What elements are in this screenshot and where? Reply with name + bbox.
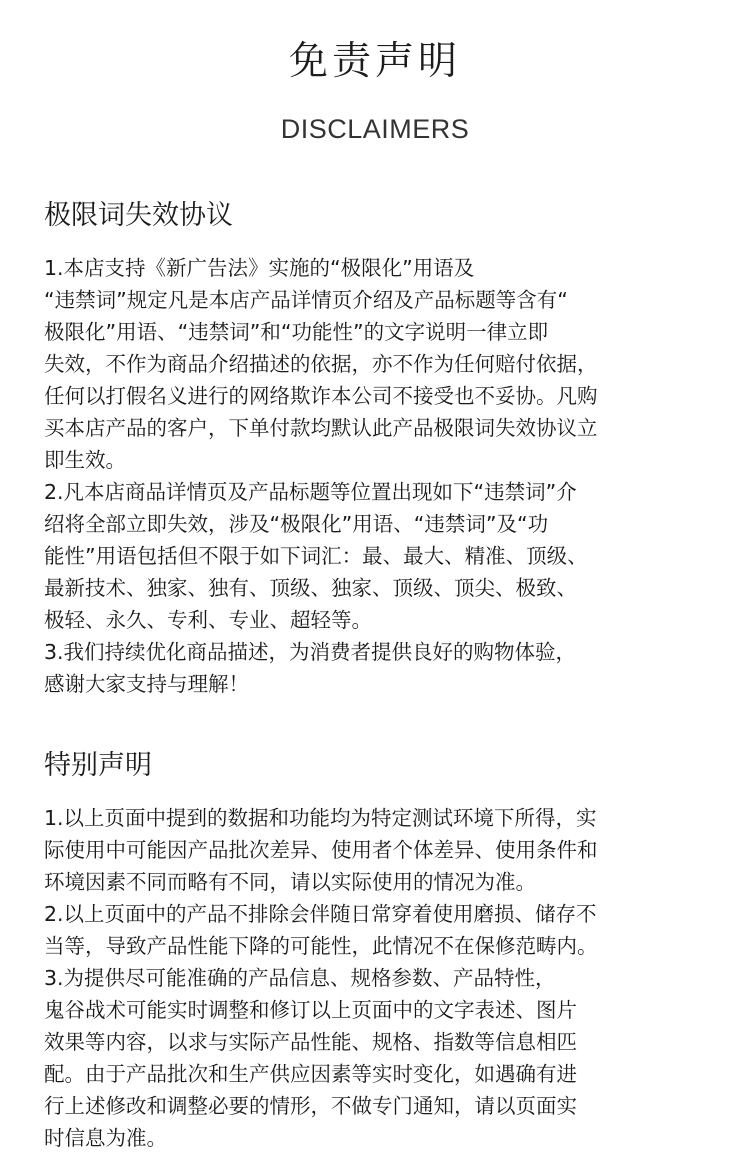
page-title: 免责声明 (288, 39, 461, 84)
text-line: 买本店产品的客户，下单付款均默认此产品极限词失效协议立 (44, 416, 598, 440)
text-line: 2.凡本店商品详情页及产品标题等位置出现如下“违禁词”介 (44, 480, 577, 504)
section-body (44, 252, 706, 700)
text-line: 配。由于产品批次和生产供应因素等实时变化，如遇确有进 (44, 1062, 577, 1086)
text-line: 3.为提供尽可能准确的产品信息、规格参数、产品特性， (44, 966, 556, 990)
text-line: 失效，不作为商品介绍描述的依据，亦不作为任何赔付依据， (44, 352, 598, 376)
section-body (44, 802, 706, 1154)
text-line: 时信息为准。 (44, 1126, 167, 1150)
text-line: 极限化”用语、“违禁词”和“功能性”的文字说明一律立即 (44, 320, 549, 344)
section-heading: 特别声明 (44, 750, 152, 781)
page-subtitle: DISCLAIMERS (280, 114, 470, 144)
section-extreme-words-agreement (44, 198, 706, 700)
section-special-statement (44, 748, 706, 1154)
text-line: 感谢大家支持与理解！ (44, 672, 249, 696)
text-line: 效果等内容，以求与实际产品性能、规格、指数等信息相匹 (44, 1030, 577, 1054)
text-line: 极轻、永久、专利、专业、超轻等。 (44, 608, 372, 632)
text-line: 任何以打假名义进行的网络欺诈本公司不接受也不妥协。凡购 (44, 384, 598, 408)
text-line: 环境因素不同而略有不同，请以实际使用的情况为准。 (44, 870, 536, 894)
text-line: 1.本店支持《新广告法》实施的“极限化”用语及 (44, 256, 475, 280)
text-line: 能性”用语包括但不限于如下词汇：最、最大、精准、顶级、 (44, 544, 588, 568)
text-line: 1.以上页面中提到的数据和功能均为特定测试环境下所得，实 (44, 806, 597, 830)
text-line: 3.我们持续优化商品描述，为消费者提供良好的购物体验， (44, 640, 577, 664)
text-line: 即生效。 (44, 448, 126, 472)
text-line: 际使用中可能因产品批次差异、使用者个体差异、使用条件和 (44, 838, 598, 862)
text-line: 最新技术、独家、独有、顶级、独家、顶级、顶尖、极致、 (44, 576, 577, 600)
text-line: 行上述修改和调整必要的情形，不做专门通知，请以页面实 (44, 1094, 577, 1118)
section-heading: 极限词失效协议 (44, 200, 233, 231)
text-line: 当等，导致产品性能下降的可能性，此情况不在保修范畴内。 (44, 934, 598, 958)
text-line: 2.以上页面中的产品不排除会伴随日常穿着使用磨损、储存不 (44, 902, 597, 926)
text-line: 鬼谷战术可能实时调整和修订以上页面中的文字表述、图片 (44, 998, 577, 1022)
text-line: “违禁词”规定凡是本店产品详情页介绍及产品标题等含有“ (44, 288, 568, 312)
text-line: 绍将全部立即失效，涉及“极限化”用语、“违禁词”及“功 (44, 512, 549, 536)
